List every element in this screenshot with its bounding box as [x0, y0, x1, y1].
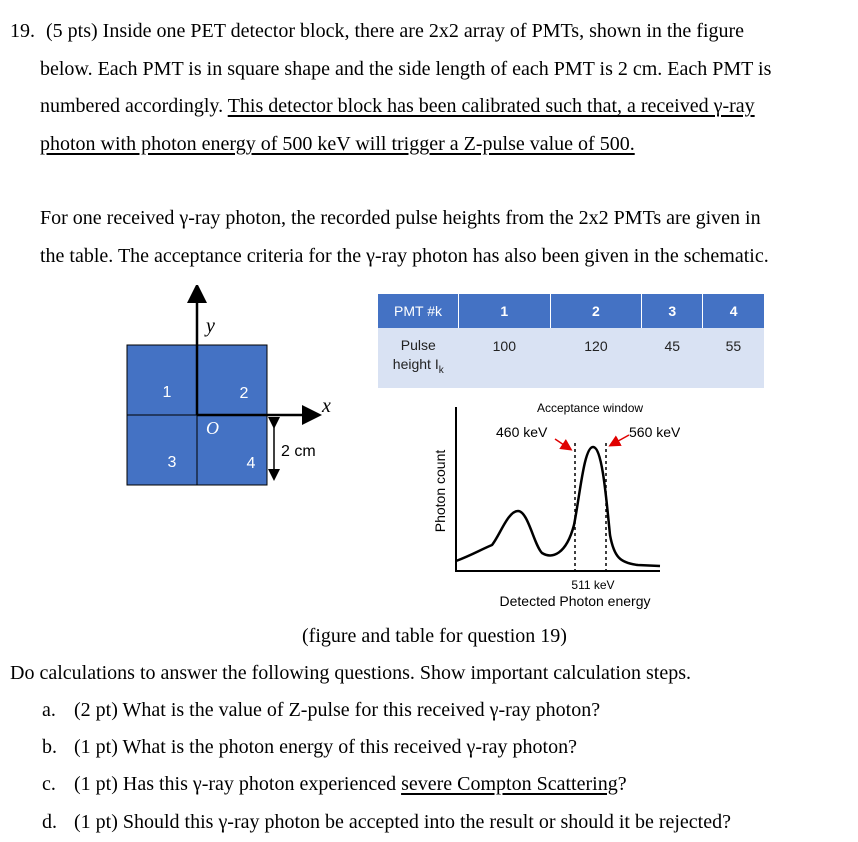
pmt-square-1 [127, 345, 197, 415]
question-line3-underlined: This detector block has been calibrated such that, a received γ-ray [227, 95, 755, 117]
para2-line-2: the table. The acceptance criteria for the γ-ray photon has also been given in the schematic. [40, 245, 769, 267]
table-cell: 55 [703, 328, 764, 388]
subquestion-d [42, 812, 731, 832]
table-header-cell: 1 [459, 294, 551, 328]
origin-label: O [206, 418, 219, 438]
subquestion-underlined: severe Compton Scattering [401, 773, 618, 795]
figure-caption: (figure and table for question 19) [302, 625, 567, 647]
subquestion-text-end: ? [617, 773, 627, 795]
pmt-label-1: 1 [162, 384, 172, 401]
instruction-text: Do calculations to answer the following questions. Show important calculation steps. [10, 662, 691, 684]
table-header-cell: 2 [550, 294, 642, 328]
question-line1-text: Inside one PET detector block, there are 2x2 array of PMTs, shown in the figure [102, 20, 745, 42]
row-label [378, 328, 459, 388]
y-axis-label: y [206, 315, 215, 337]
pmt-block-figure [120, 285, 350, 500]
question-line-3 [40, 96, 755, 116]
subquestion-letter: a. [42, 699, 56, 721]
row-label-line1: Pulse [400, 337, 436, 354]
question-line3-plain: numbered accordingly. [40, 95, 224, 117]
energy-spectrum-chart [420, 395, 680, 615]
pmt-square-3 [127, 415, 197, 485]
para2-line-1: For one received γ-ray photon, the recorded pulse heights from the 2x2 PMTs are given in [40, 207, 761, 229]
subquestion-letter: b. [42, 736, 57, 758]
table-cell: 45 [642, 328, 703, 388]
table-cell: 120 [550, 328, 642, 388]
table-cell: 100 [459, 328, 551, 388]
pmt-label-4: 4 [246, 455, 256, 472]
subquestion-text: (1 pt) Should this γ-ray photon be accepted into the result or should it be rejected? [74, 811, 731, 833]
question-number: 19. [10, 20, 35, 42]
y-axis-title: Photon count [432, 449, 448, 533]
subquestion-letter: d. [42, 811, 57, 833]
table-header-label: PMT #k [378, 294, 459, 328]
pmt-square-2 [197, 345, 267, 415]
annotation-560: 560 keV [629, 424, 680, 440]
annotation-460: 460 keV [496, 424, 548, 440]
spectrum-curve [456, 447, 660, 566]
row-label-sub: k [438, 364, 444, 376]
table-header-row [378, 294, 764, 328]
subquestion-text: (1 pt) Has this γ-ray photon experienced [74, 773, 402, 795]
question-line-4: photon with photon energy of 500 keV will trigger a Z-pulse value of 500. [40, 133, 635, 155]
pmt-table [378, 294, 764, 388]
subquestion-c [42, 774, 627, 794]
subquestion-letter: c. [42, 773, 56, 795]
subquestion-a [42, 700, 600, 720]
arrow-460 [555, 439, 570, 449]
chart-title: Acceptance window [536, 401, 644, 415]
pmt-label-2: 2 [239, 385, 249, 402]
question-points: (5 pts) [46, 20, 98, 42]
dimension-label: 2 cm [281, 443, 316, 460]
row-label-line2: height I [392, 356, 439, 373]
subquestion-b [42, 737, 577, 757]
table-header-cell: 4 [703, 294, 764, 328]
table-header-cell: 3 [642, 294, 703, 328]
question-line-1 [10, 21, 744, 41]
arrow-560 [611, 435, 629, 445]
subquestion-text: (1 pt) What is the photon energy of this received γ-ray photon? [74, 736, 577, 758]
x-axis-label: x [322, 395, 331, 417]
x-axis-title: Detected Photon energy [499, 593, 651, 609]
subquestion-text: (2 pt) What is the value of Z-pulse for this received γ-ray photon? [74, 699, 601, 721]
table-row [378, 328, 764, 388]
pmt-label-3: 3 [167, 454, 177, 471]
annotation-511: 511 keV [571, 578, 615, 592]
question-line-2: below. Each PMT is in square shape and the side length of each PMT is 2 cm. Each PMT is [40, 58, 772, 80]
